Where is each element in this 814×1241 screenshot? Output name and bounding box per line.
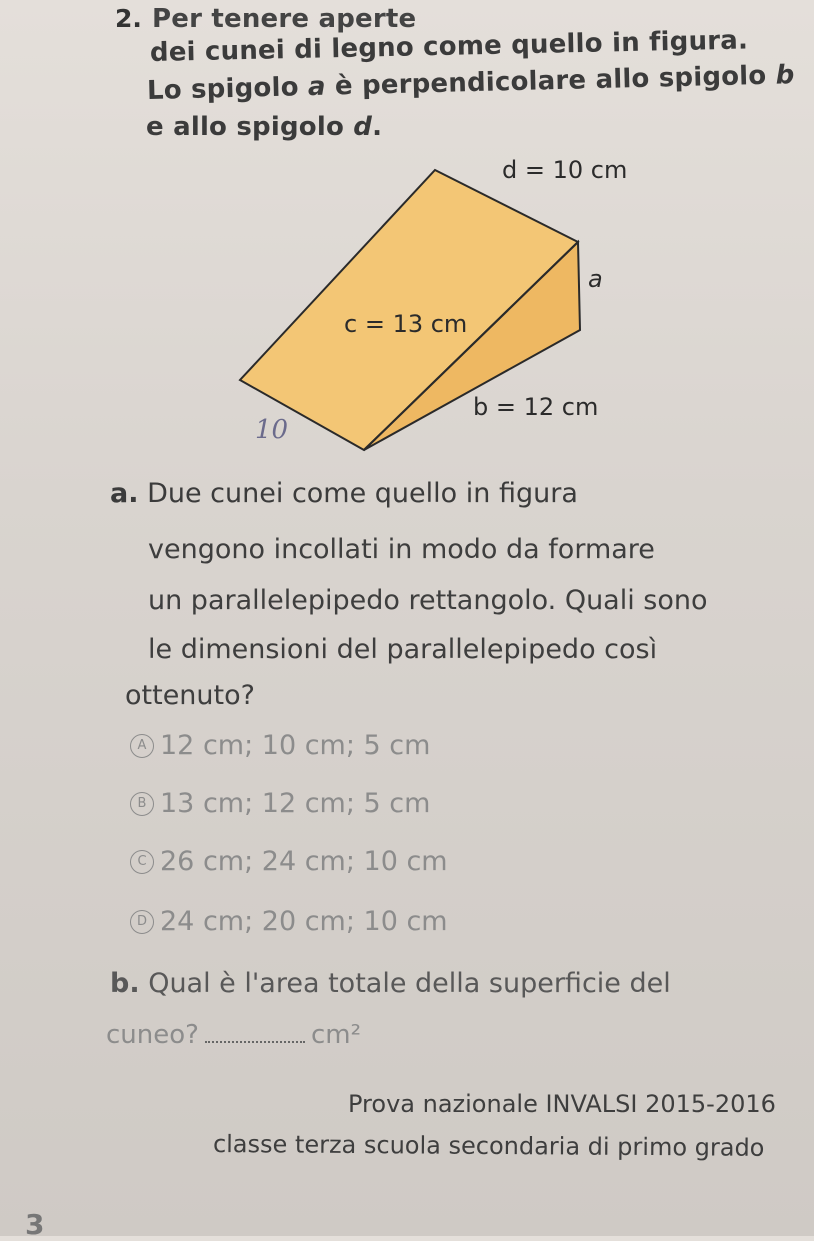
source-line-2: classe terza scuola secondaria di primo grado — [212, 1130, 765, 1162]
part-a-line-2: vengono incollati in modo da formare — [148, 534, 655, 565]
option-a[interactable] — [130, 730, 430, 761]
part-a-line-4: le dimensioni del parallelepipedo così — [148, 634, 658, 665]
variable-b: b — [775, 60, 795, 91]
part-a-line-5: ottenuto? — [125, 680, 255, 711]
part-a-line-1 — [110, 478, 578, 509]
question-line-4-pre: e allo spigolo — [146, 112, 354, 142]
label-b: b = 12 cm — [473, 393, 599, 421]
option-d-letter: D — [130, 910, 154, 934]
part-b-text-2: cuneo? — [106, 1020, 199, 1050]
source-line-1: Prova nazionale INVALSI 2015-2016 — [348, 1090, 776, 1118]
option-b[interactable] — [130, 788, 430, 819]
option-a-letter: A — [130, 734, 154, 758]
label-d: d = 10 cm — [502, 156, 628, 184]
handwritten-note: 10 — [255, 415, 289, 445]
option-b-text: 13 cm; 12 cm; 5 cm — [160, 788, 431, 819]
wedge-figure — [0, 0, 814, 470]
part-a-line-3: un parallelepipedo rettangolo. Quali sono — [148, 585, 708, 616]
part-b-line-1 — [110, 968, 671, 999]
question-line-1: Per tenere aperte — [152, 4, 417, 34]
part-b-label: b. — [110, 968, 140, 999]
option-c-text: 26 cm; 24 cm; 10 cm — [160, 846, 448, 877]
part-a-label: a. — [110, 478, 139, 509]
question-number: 2. — [115, 4, 142, 33]
label-c: c = 13 cm — [344, 310, 468, 338]
option-d-text: 24 cm; 20 cm; 10 cm — [160, 906, 448, 937]
part-a-text-1: Due cunei come quello in figura — [147, 478, 578, 509]
question-line-3-post: è perpendicolare allo spigolo — [325, 60, 777, 102]
answer-unit: cm² — [310, 1020, 362, 1050]
variable-a: a — [307, 71, 327, 103]
option-d[interactable] — [130, 906, 448, 937]
option-c[interactable] — [130, 846, 448, 877]
option-c-letter: C — [130, 850, 154, 874]
variable-d: d — [353, 112, 373, 142]
option-a-text: 12 cm; 10 cm; 5 cm — [160, 730, 431, 761]
label-a: a — [588, 265, 603, 293]
part-b-text-1: Qual è l'area totale della superficie del — [148, 968, 671, 999]
question-line-2: dei cunei di legno come quello in figura. — [149, 25, 749, 68]
option-b-letter: B — [130, 792, 154, 816]
question-line-4-post: . — [372, 112, 383, 142]
part-b-line-2 — [106, 1020, 361, 1050]
answer-blank[interactable] — [205, 1041, 305, 1043]
footer-fragment: 3 — [25, 1208, 45, 1241]
question-line-3-pre: Lo spigolo — [146, 72, 309, 106]
